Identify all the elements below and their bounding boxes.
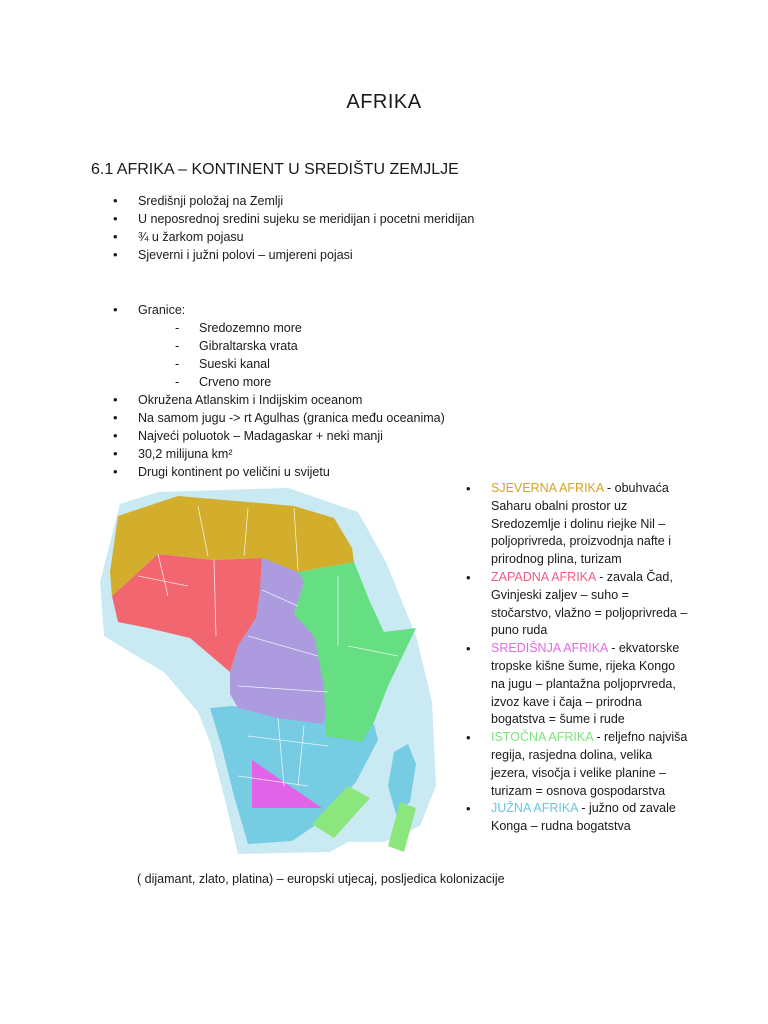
region-name: ISTOČNA AFRIKA [491,730,593,745]
region-desc: - ekvatorske tropske kišne šume, rijeka Kongo na jugu – plantažna poljoprvreda, izvoz kave i čaja – prirodna bogatstva = šume i rude [491,641,680,727]
region-item-south [466,800,688,836]
africa-regions-map [98,486,438,856]
list-item: • 30,2 milijuna km² [113,445,445,463]
list-item: • Okružena Atlanskim i Indijskim oceanom [113,391,445,409]
region-name: ZAPADNA AFRIKA [491,569,596,584]
borders-sublist [138,319,445,391]
borders-list [113,301,445,481]
section-heading: 6.1 AFRIKA – KONTINENT U SREDIŠTU ZEMJLJE [91,161,459,178]
region-item-west [466,569,688,640]
page-title: AFRIKA [346,91,422,113]
regions-list [466,480,688,836]
region-desc: - reljefno najviša regija, rasjedna dolina, velika jezera, visočja i velike planine – turizam = osnova gospodarstva [491,730,688,798]
region-desc: - obuhvaća Saharu obalni prostor uz Sredozemlje i dolinu riejke Nil – poljoprivreda, proizvodnja nafte i prirodnog plina, turizam [491,481,671,567]
region-name: SREDIŠNJA AFRIKA [491,641,608,656]
footer-text: ( dijamant, zlato, platina) – europski utjecaj, posljedica kolonizacije [137,872,505,886]
sublist-item: - Crveno more [175,373,445,391]
region-desc: - zavala Čad, Gvinjeski zaljev – suho = stočarstvo, vlažno = poljoprivreda – puno ruda [491,569,688,638]
list-item: • U neposrednoj sredini sujeku se meridijan i pocetni meridijan [113,210,474,228]
region-desc: - južno od zavale Konga – rudna bogatstva [491,801,676,834]
list-item: • Središnji položaj na Zemlji [113,192,474,210]
africa-map-svg [98,486,438,856]
borders-label: Granice: [138,303,186,317]
list-item: • Sjeverni i južni polovi – umjereni pojasi [113,246,474,264]
region-item-north [466,480,688,569]
facts-list [113,192,474,264]
list-item-borders [113,301,445,391]
list-item: • Drugi kontinent po veličini u svijetu [113,463,445,481]
sublist-item: - Sueski kanal [175,355,445,373]
region-item-east [466,729,688,800]
list-item: • Na samom jugu -> rt Agulhas (granica među oceanima) [113,409,445,427]
list-item: • Najveći poluotok – Madagaskar + neki manji [113,427,445,445]
list-item: • ¾ u žarkom pojasu [113,228,474,246]
region-item-central [466,640,688,729]
sublist-item: - Gibraltarska vrata [175,337,445,355]
region-name: SJEVERNA AFRIKA [491,481,604,495]
region-name: JUŽNA AFRIKA [491,801,578,816]
sublist-item: - Sredozemno more [175,319,445,337]
